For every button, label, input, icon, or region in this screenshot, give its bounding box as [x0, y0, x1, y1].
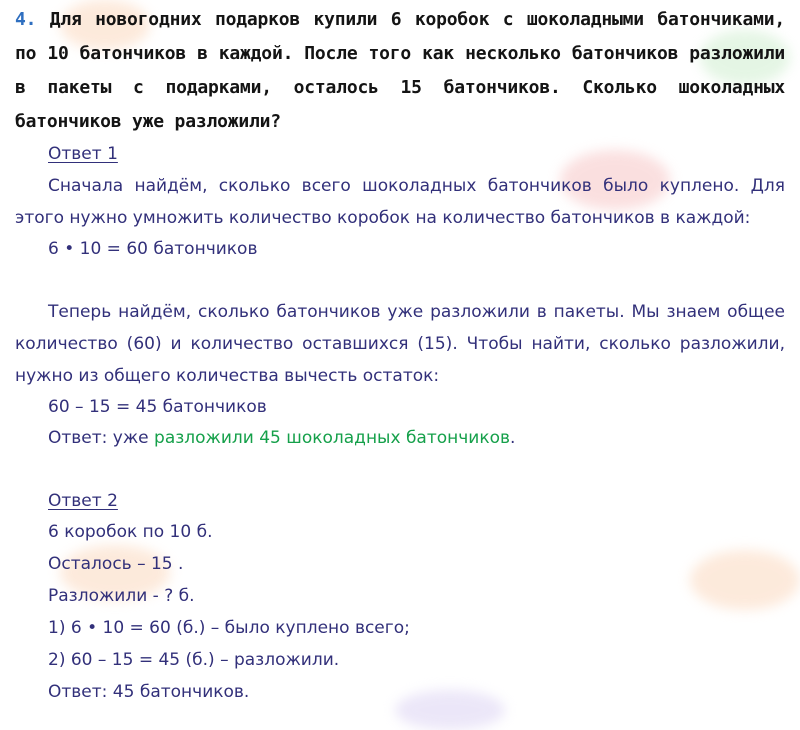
answer1-result [48, 422, 515, 454]
answer2-line: 6 коробок по 10 б. [48, 522, 213, 542]
answer1-result-prefix: Ответ: уже [48, 428, 155, 448]
answer2-heading: Ответ 2 [48, 491, 118, 511]
answer1-calc2: 60 – 15 = 45 батончиков [48, 397, 267, 417]
answer1-calc1: 6 • 10 = 60 батончиков [48, 239, 258, 259]
answer2-line: Ответ: 45 батончиков. [48, 682, 250, 702]
answer1-para1-text: Сначала найдём, сколько всего шоколадных батончиков было куплено. Для этого нужно умножить количество коробок на количество батончиков в каждой: [15, 176, 785, 228]
watermark-blob [690, 550, 800, 610]
answer2-line: Разложили - ? б. [48, 586, 195, 606]
answer1-para2-text: Теперь найдём, сколько батончиков уже разложили в пакеты. Мы знаем общее количество (60) и количество оставшихся (15). Чтобы найти, сколько разложили, нужно из общего количества вычесть остаток: [15, 302, 785, 386]
answer1-result-highlight: разложили 45 шоколадных батончиков [154, 428, 511, 448]
answer1-heading: Ответ 1 [48, 144, 118, 164]
answer1-result-suffix: . [510, 428, 516, 448]
answer1-para2 [15, 296, 785, 392]
answer1-para1 [15, 170, 785, 234]
answer2-line: 2) 60 – 15 = 45 (б.) – разложили. [48, 650, 340, 670]
answer2-line: Осталось – 15 . [48, 554, 184, 574]
watermark-blob [395, 690, 505, 730]
question-text [15, 3, 785, 139]
question-body: Для новогодних подарков купили 6 коробок с шоколадными батончиками, по 10 батончиков в каждой. После того как несколько батончиков разложили в пакеты с подарками, осталось 15 батончиков. Сколько шоколадных батончиков уже разложили? [15, 9, 785, 132]
answer2-line: 1) 6 • 10 = 60 (б.) – было куплено всего; [48, 618, 410, 638]
question-number: 4. [15, 9, 37, 30]
